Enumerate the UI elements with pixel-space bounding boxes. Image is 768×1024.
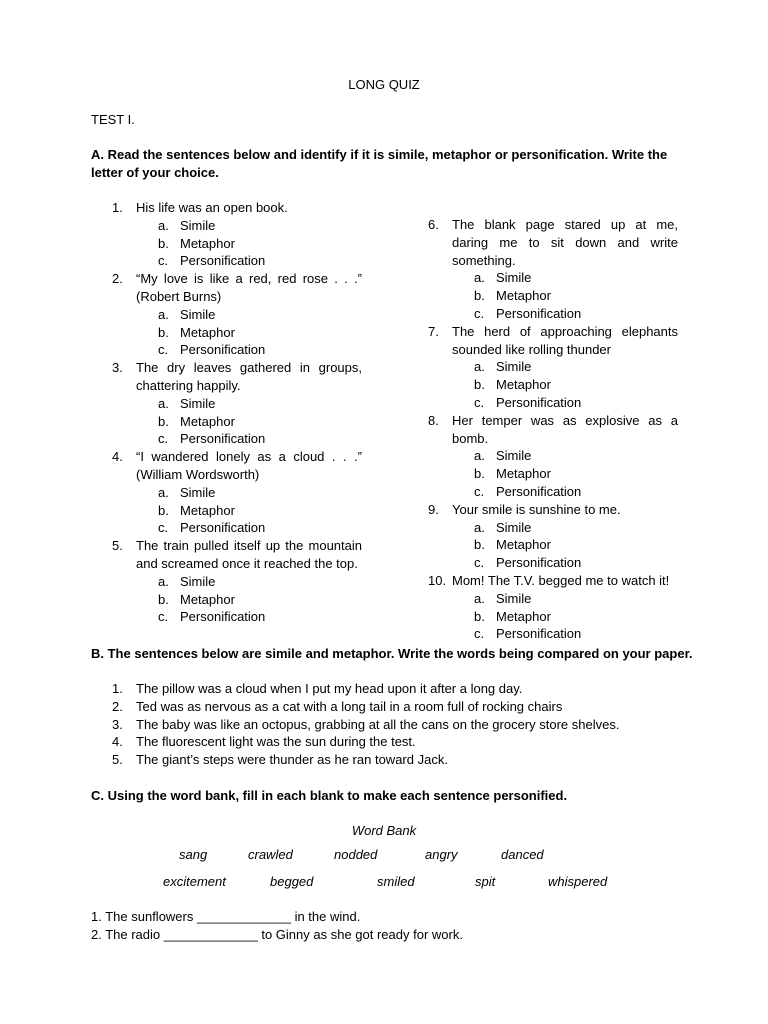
option-c: c. Personification	[474, 394, 582, 410]
option-b: b. Metaphor	[158, 235, 235, 251]
question-text: Mom! The T.V. begged me to watch it!	[452, 572, 670, 588]
question-text: His life was an open book.	[136, 200, 288, 215]
question-text: The dry leaves gathered in groups, chattering happily.	[136, 360, 362, 393]
option-c: c. Personification	[474, 626, 582, 642]
option-c: c. Personification	[158, 431, 266, 447]
question-text: Your smile is sunshine to me.	[452, 501, 621, 517]
question	[112, 270, 362, 306]
option-b: b. Metaphor	[474, 377, 551, 393]
word-bank-word: whispered	[548, 874, 608, 889]
question-number: 1.	[112, 200, 123, 215]
question-text: The blank page stared up at me, daring me to sit down and write something.	[452, 217, 678, 268]
option-a: a. Simile	[158, 395, 216, 411]
option-b: b. Metaphor	[474, 537, 551, 553]
option-a: a. Simile	[158, 484, 216, 500]
option-c: c. Personification	[474, 483, 582, 499]
list-item: 1. The sunflowers _____________ in the wind.	[91, 909, 361, 924]
word-bank-word: danced	[501, 847, 544, 862]
option-c: c. Personification	[474, 305, 582, 321]
option-c: c. Personification	[158, 342, 266, 358]
option-b: b. Metaphor	[158, 502, 235, 518]
option-c: c. Personification	[158, 253, 266, 269]
question-number: 8.	[428, 412, 439, 428]
question	[428, 501, 678, 519]
question-number: 7.	[428, 323, 439, 339]
option-b: b. Metaphor	[474, 288, 551, 304]
question-number: 10.	[428, 572, 447, 588]
list-item: 4. The fluorescent light was the sun during the test.	[112, 734, 416, 750]
question-number: 4.	[112, 449, 123, 465]
option-a: a. Simile	[474, 590, 532, 606]
list-item: 2. Ted was as nervous as a cat with a long tail in a room full of rocking chairs	[112, 698, 563, 714]
question	[428, 216, 678, 269]
question-number: 5.	[112, 538, 123, 554]
list-item: 5. The giant’s steps were thunder as he ran toward Jack.	[112, 752, 448, 768]
word-bank-word: angry	[425, 847, 458, 862]
test-label: TEST I.	[91, 112, 135, 127]
word-bank-word: spit	[475, 874, 496, 889]
question-text: The herd of approaching elephants sounded like rolling thunder	[452, 323, 678, 357]
option-c: c. Personification	[474, 555, 582, 571]
option-a: a. Simile	[158, 573, 216, 589]
question-text: “My love is like a red, red rose . . .” (Robert Burns)	[136, 271, 362, 304]
question-text: Her temper was as explosive as a bomb.	[452, 412, 678, 446]
question	[428, 412, 678, 448]
word-bank-word: sang	[179, 847, 208, 862]
list-item: 2. The radio _____________ to Ginny as she got ready for work.	[91, 926, 463, 942]
word-bank-word: nodded	[334, 847, 378, 862]
section-a-instruction: A. Read the sentences below and identify if it is simile, metaphor or personification. Write the letter of your choice.	[91, 147, 668, 180]
option-b: b. Metaphor	[158, 591, 235, 607]
question-number: 9.	[428, 501, 439, 517]
option-a: a. Simile	[474, 270, 532, 286]
word-bank-word: begged	[270, 874, 314, 889]
option-b: b. Metaphor	[158, 413, 235, 429]
question	[112, 359, 362, 395]
questions-right-column	[428, 216, 678, 643]
question-number: 2.	[112, 271, 123, 287]
section-b-instruction: B. The sentences below are simile and metaphor. Write the words being compared on your paper.	[91, 646, 693, 661]
question	[112, 537, 362, 573]
word-bank-word: excitement	[163, 874, 226, 889]
word-bank-word: crawled	[248, 847, 293, 862]
option-c: c. Personification	[158, 520, 266, 536]
list-item: 1. The pillow was a cloud when I put my head upon it after a long day.	[112, 681, 523, 696]
question	[112, 199, 362, 217]
question-number: 3.	[112, 360, 123, 376]
option-b: b. Metaphor	[158, 324, 235, 340]
option-a: a. Simile	[474, 359, 532, 375]
section-c-instruction: C. Using the word bank, fill in each blank to make each sentence personified.	[91, 788, 568, 803]
word-bank-title: Word Bank	[351, 823, 417, 838]
option-a: a. Simile	[158, 306, 216, 322]
word-bank-word: smiled	[377, 874, 415, 889]
option-b: b. Metaphor	[474, 608, 551, 624]
option-b: b. Metaphor	[474, 466, 551, 482]
question	[428, 323, 678, 359]
page-title: LONG QUIZ	[348, 77, 420, 92]
question-number: 6.	[428, 217, 439, 232]
option-a: a. Simile	[474, 519, 532, 535]
question	[112, 448, 362, 484]
section-b-list	[112, 680, 619, 769]
section-c-list	[91, 908, 463, 944]
question-text: The train pulled itself up the mountain and screamed once it reached the top.	[136, 538, 362, 571]
question	[428, 572, 678, 590]
option-a: a. Simile	[474, 448, 532, 464]
questions-left-column	[112, 199, 362, 626]
question-text: “I wandered lonely as a cloud . . .” (William Wordsworth)	[136, 449, 362, 482]
option-a: a. Simile	[158, 217, 216, 233]
option-c: c. Personification	[158, 609, 266, 625]
list-item: 3. The baby was like an octopus, grabbing at all the cans on the grocery store shelves.	[112, 716, 620, 732]
